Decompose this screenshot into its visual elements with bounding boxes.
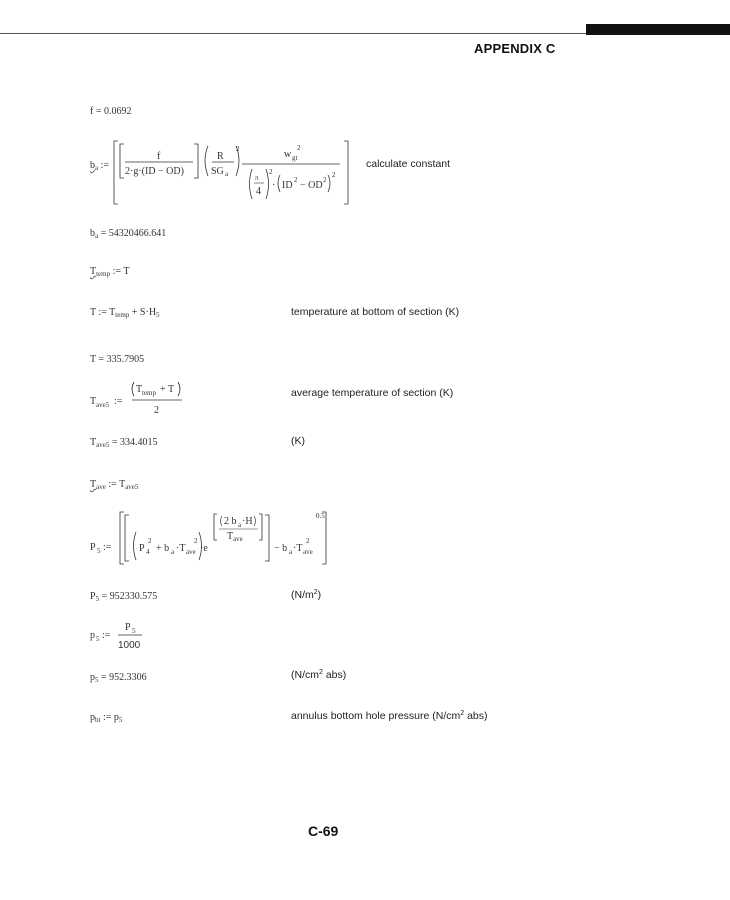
- svg-text:R: R: [217, 151, 224, 162]
- svg-text::=: :=: [102, 630, 111, 641]
- svg-text:·T: ·T: [176, 543, 186, 554]
- svg-text:ave5: ave5: [96, 401, 110, 409]
- svg-text:− b: − b: [274, 543, 288, 554]
- comment-annulus-bhp: annulus bottom hole pressure ($N/cm^2$ abs): [291, 710, 488, 722]
- f-value: f = 0.0692: [90, 106, 132, 117]
- ba-symbol: b: [90, 160, 95, 171]
- svg-text:1000: 1000: [118, 640, 141, 651]
- svg-text:ave: ave: [233, 535, 243, 543]
- P5-value: $P_5 = 952330.575$: [90, 591, 158, 603]
- pbt-definition: $p_{bt}$ := $p_5$: [90, 712, 123, 724]
- svg-text:P: P: [125, 622, 131, 633]
- svg-text:T: T: [90, 396, 97, 407]
- p5-formula: [88, 619, 158, 653]
- svg-text:2: 2: [323, 176, 327, 184]
- comment-avg-temp: average temperature of section (K): [291, 387, 454, 399]
- comment-unit-ncm2abs: ($N/cm^2$ abs): [291, 669, 347, 681]
- svg-text:a: a: [225, 170, 229, 178]
- svg-text:2: 2: [154, 405, 159, 416]
- svg-text:w: w: [284, 149, 292, 160]
- comment-calc-constant: calculate constant: [366, 158, 451, 170]
- svg-text:ave: ave: [186, 548, 196, 556]
- svg-text:2: 2: [194, 537, 198, 545]
- svg-text:T: T: [136, 384, 143, 395]
- svg-text:0.5: 0.5: [316, 512, 325, 520]
- svg-text:·T: ·T: [293, 543, 303, 554]
- svg-text:2: 2: [236, 145, 240, 153]
- ttemp-definition: $T_{temp}$ := T: [90, 266, 130, 278]
- svg-text:ID: ID: [282, 180, 293, 191]
- comment-temp-bottom: temperature at bottom of section (K): [291, 306, 460, 318]
- svg-text:2: 2: [269, 168, 273, 176]
- svg-text:·e: ·e: [200, 543, 208, 554]
- ba-subscript: a: [95, 164, 99, 172]
- svg-text:a: a: [238, 521, 242, 529]
- ba-value: $b_a = 54320466.641$: [90, 228, 167, 240]
- comment-unit-k: (K): [291, 435, 305, 447]
- svg-text:2·g·(ID − OD): 2·g·(ID − OD): [125, 166, 184, 177]
- t-value: T = 335.7905: [90, 354, 145, 365]
- svg-text:P: P: [90, 542, 96, 553]
- appendix-title: APPENDIX C: [474, 41, 556, 56]
- svg-text:2: 2: [294, 176, 298, 184]
- svg-text:+ b: + b: [156, 543, 170, 554]
- header-bar: [586, 24, 730, 35]
- svg-text::=: :=: [114, 396, 123, 407]
- svg-text:a: a: [289, 548, 293, 556]
- ba-definition-lhs: $b_a$ :=: [90, 160, 110, 172]
- page-number: C-69: [308, 823, 339, 839]
- svg-text:5: 5: [96, 635, 100, 643]
- tave5-value: $T_{ave5} = 334.4015$: [90, 437, 158, 449]
- svg-text:SG: SG: [211, 166, 224, 177]
- svg-text:+ T: + T: [160, 384, 175, 395]
- svg-text:·: ·: [272, 180, 276, 191]
- tave5-formula: [88, 378, 198, 418]
- svg-text:2: 2: [306, 537, 310, 545]
- svg-text::=: :=: [103, 542, 112, 553]
- svg-text:2: 2: [332, 171, 336, 179]
- svg-text:5: 5: [132, 627, 136, 635]
- svg-text:f: f: [157, 151, 161, 162]
- svg-text:a: a: [171, 548, 175, 556]
- svg-text:2 b: 2 b: [224, 516, 237, 527]
- svg-text:gt: gt: [292, 154, 298, 162]
- svg-text:4: 4: [256, 186, 261, 197]
- svg-text:temp: temp: [142, 389, 156, 397]
- svg-text:2: 2: [148, 537, 152, 545]
- svg-text:ave: ave: [303, 548, 313, 556]
- svg-text:T: T: [227, 531, 234, 542]
- p5-value: $p_5 = 952.3306$: [90, 672, 147, 684]
- svg-text:π: π: [255, 174, 259, 182]
- svg-text:5: 5: [97, 547, 101, 555]
- svg-text:4: 4: [146, 548, 150, 556]
- svg-text:·H: ·H: [242, 516, 253, 527]
- P5-formula: [88, 506, 338, 568]
- svg-text:P: P: [139, 543, 145, 554]
- svg-text:p: p: [90, 630, 95, 641]
- tave-definition: $T_{ave}$ := $T_{ave5}$: [90, 479, 139, 491]
- svg-text:− OD: − OD: [300, 180, 323, 191]
- t-definition: T := $T_{temp} + S\cdot H_5$: [90, 307, 160, 319]
- svg-text:2: 2: [297, 144, 301, 152]
- ba-formula: [112, 138, 352, 208]
- comment-unit-nm2: $(N/m^2)$: [291, 589, 322, 601]
